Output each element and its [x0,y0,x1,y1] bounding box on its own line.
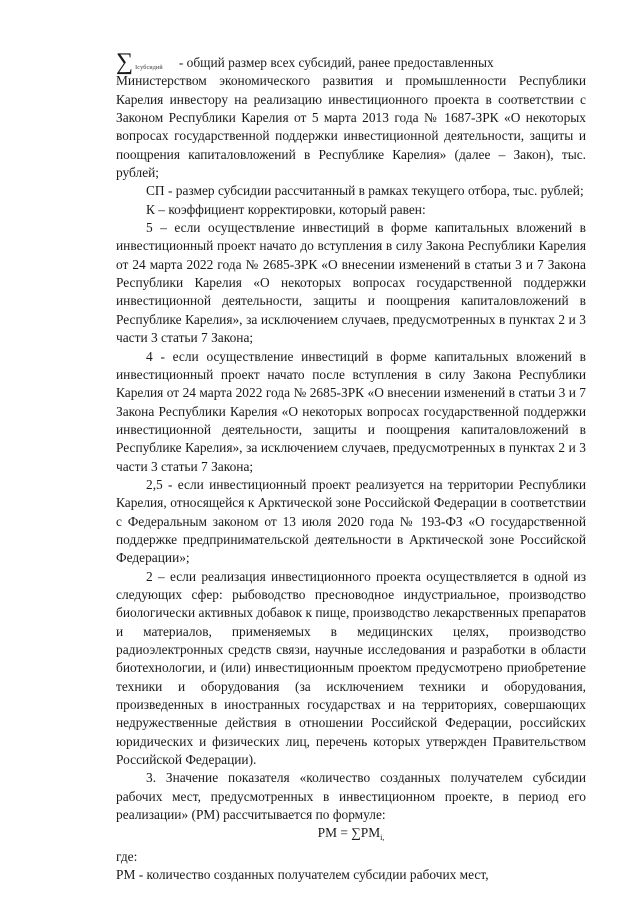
paragraph-total-subsidies: Министерством экономического развития и промышленности Республики Карелия инвестору на реализацию инвестиционного проекта в соответствии с Законом Республики Карелия от 5 марта 2013 года № 1687-ЗРК «О некоторых вопросах государственной поддержки инвестиционной деятельности, защиты и поощрения капиталовложений в Республике Карелия» (далее – Закон), тыс. рублей; [116,73,586,181]
sum-definition-text: - общий размер всех субсидий, ранее предоставленных [178,55,494,70]
paragraph-item-3: 3. Значение показателя «количество созданных получателем субсидии рабочих мест, предусмотренных в инвестиционном проекте, в период его реализации» (РМ) рассчитывается по формуле: [116,770,586,823]
paragraph-sp: СП - размер субсидии рассчитанный в рамках текущего отбора, тыс. рублей; [146,183,584,199]
sum-symbol: ∑ [116,49,134,75]
formula-subscript: i, [380,833,385,843]
paragraph-k-4: 4 - если осуществление инвестиций в форме капитальных вложений в инвестиционный проект начато после вступления в силу Закона Республики Карелия от 24 марта 2022 года № 2685-ЗРК «О внесении изменений в статьи 3 и 7 Закона Республики Карелия «О некоторых вопросах государственной поддержки инвестиционной деятельности, защиты и поощрения капиталовложений в Республике Карелия», за исключением случаев, предусмотренных в пунктах 2 и 3 части 3 статьи 7 Закона; [116,348,586,474]
paragraph-rm-definition: РМ - количество созданных получателем субсидии рабочих мест, [116,867,489,883]
paragraph-k-2: 2 – если реализация инвестиционного проекта осуществляется в одной из следующих сфер: рыбоводство пресноводное индустриальное, производство биологически активных добавок к пище, производство лекарственных препаратов и материалов, применяемых в медицинских целях, производство радиоэлектронных средств связи, научные исследования и разработки в области биотехнологии, и (или) инвестиционным проектом предусмотрено приобретение техники и оборудования (за исключением техники и оборудования, произведенных в иностранных государствах и на территориях, совершающих недружественные действия в отношении Российской Федерации, российских юридических и физических лиц, перечень которых утвержден Правительством Российской Федерации). [116,568,586,768]
paragraph-k: К – коэффициент корректировки, который равен: [146,201,426,217]
sum-definition-line [116,49,586,75]
formula-rm [116,824,586,847]
sum-subscript: Iсубсидий [135,65,163,71]
paragraph-k-5: 5 – если осуществление инвестиций в форме капитальных вложений в инвестиционный проект начато до вступления в силу Закона Республики Карелия от 24 марта 2022 года № 2685-ЗРК «О внесении изменений в статьи 3 и 7 Закона Республики Карелия «О некоторых вопросах государственной поддержки инвестиционной деятельности, защиты и поощрения капиталовложений в Республике Карелия», за исключением случаев, предусмотренных в пунктах 2 и 3 части 3 статьи 7 Закона; [116,220,586,346]
label-where: где: [116,848,138,864]
document-body [116,49,586,884]
paragraph-k-2-5: 2,5 - если инвестиционный проект реализуется на территории Республики Карелия, относящейся к Арктической зоне Российской Федерации в соответствии с Федеральным законом от 13 июля 2020 года № 193-ФЗ «О государственной поддержке предпринимательской деятельности в Арктической зоне Российской Федерации»; [116,476,586,566]
formula-main: РМ = ∑РМ [317,825,381,841]
